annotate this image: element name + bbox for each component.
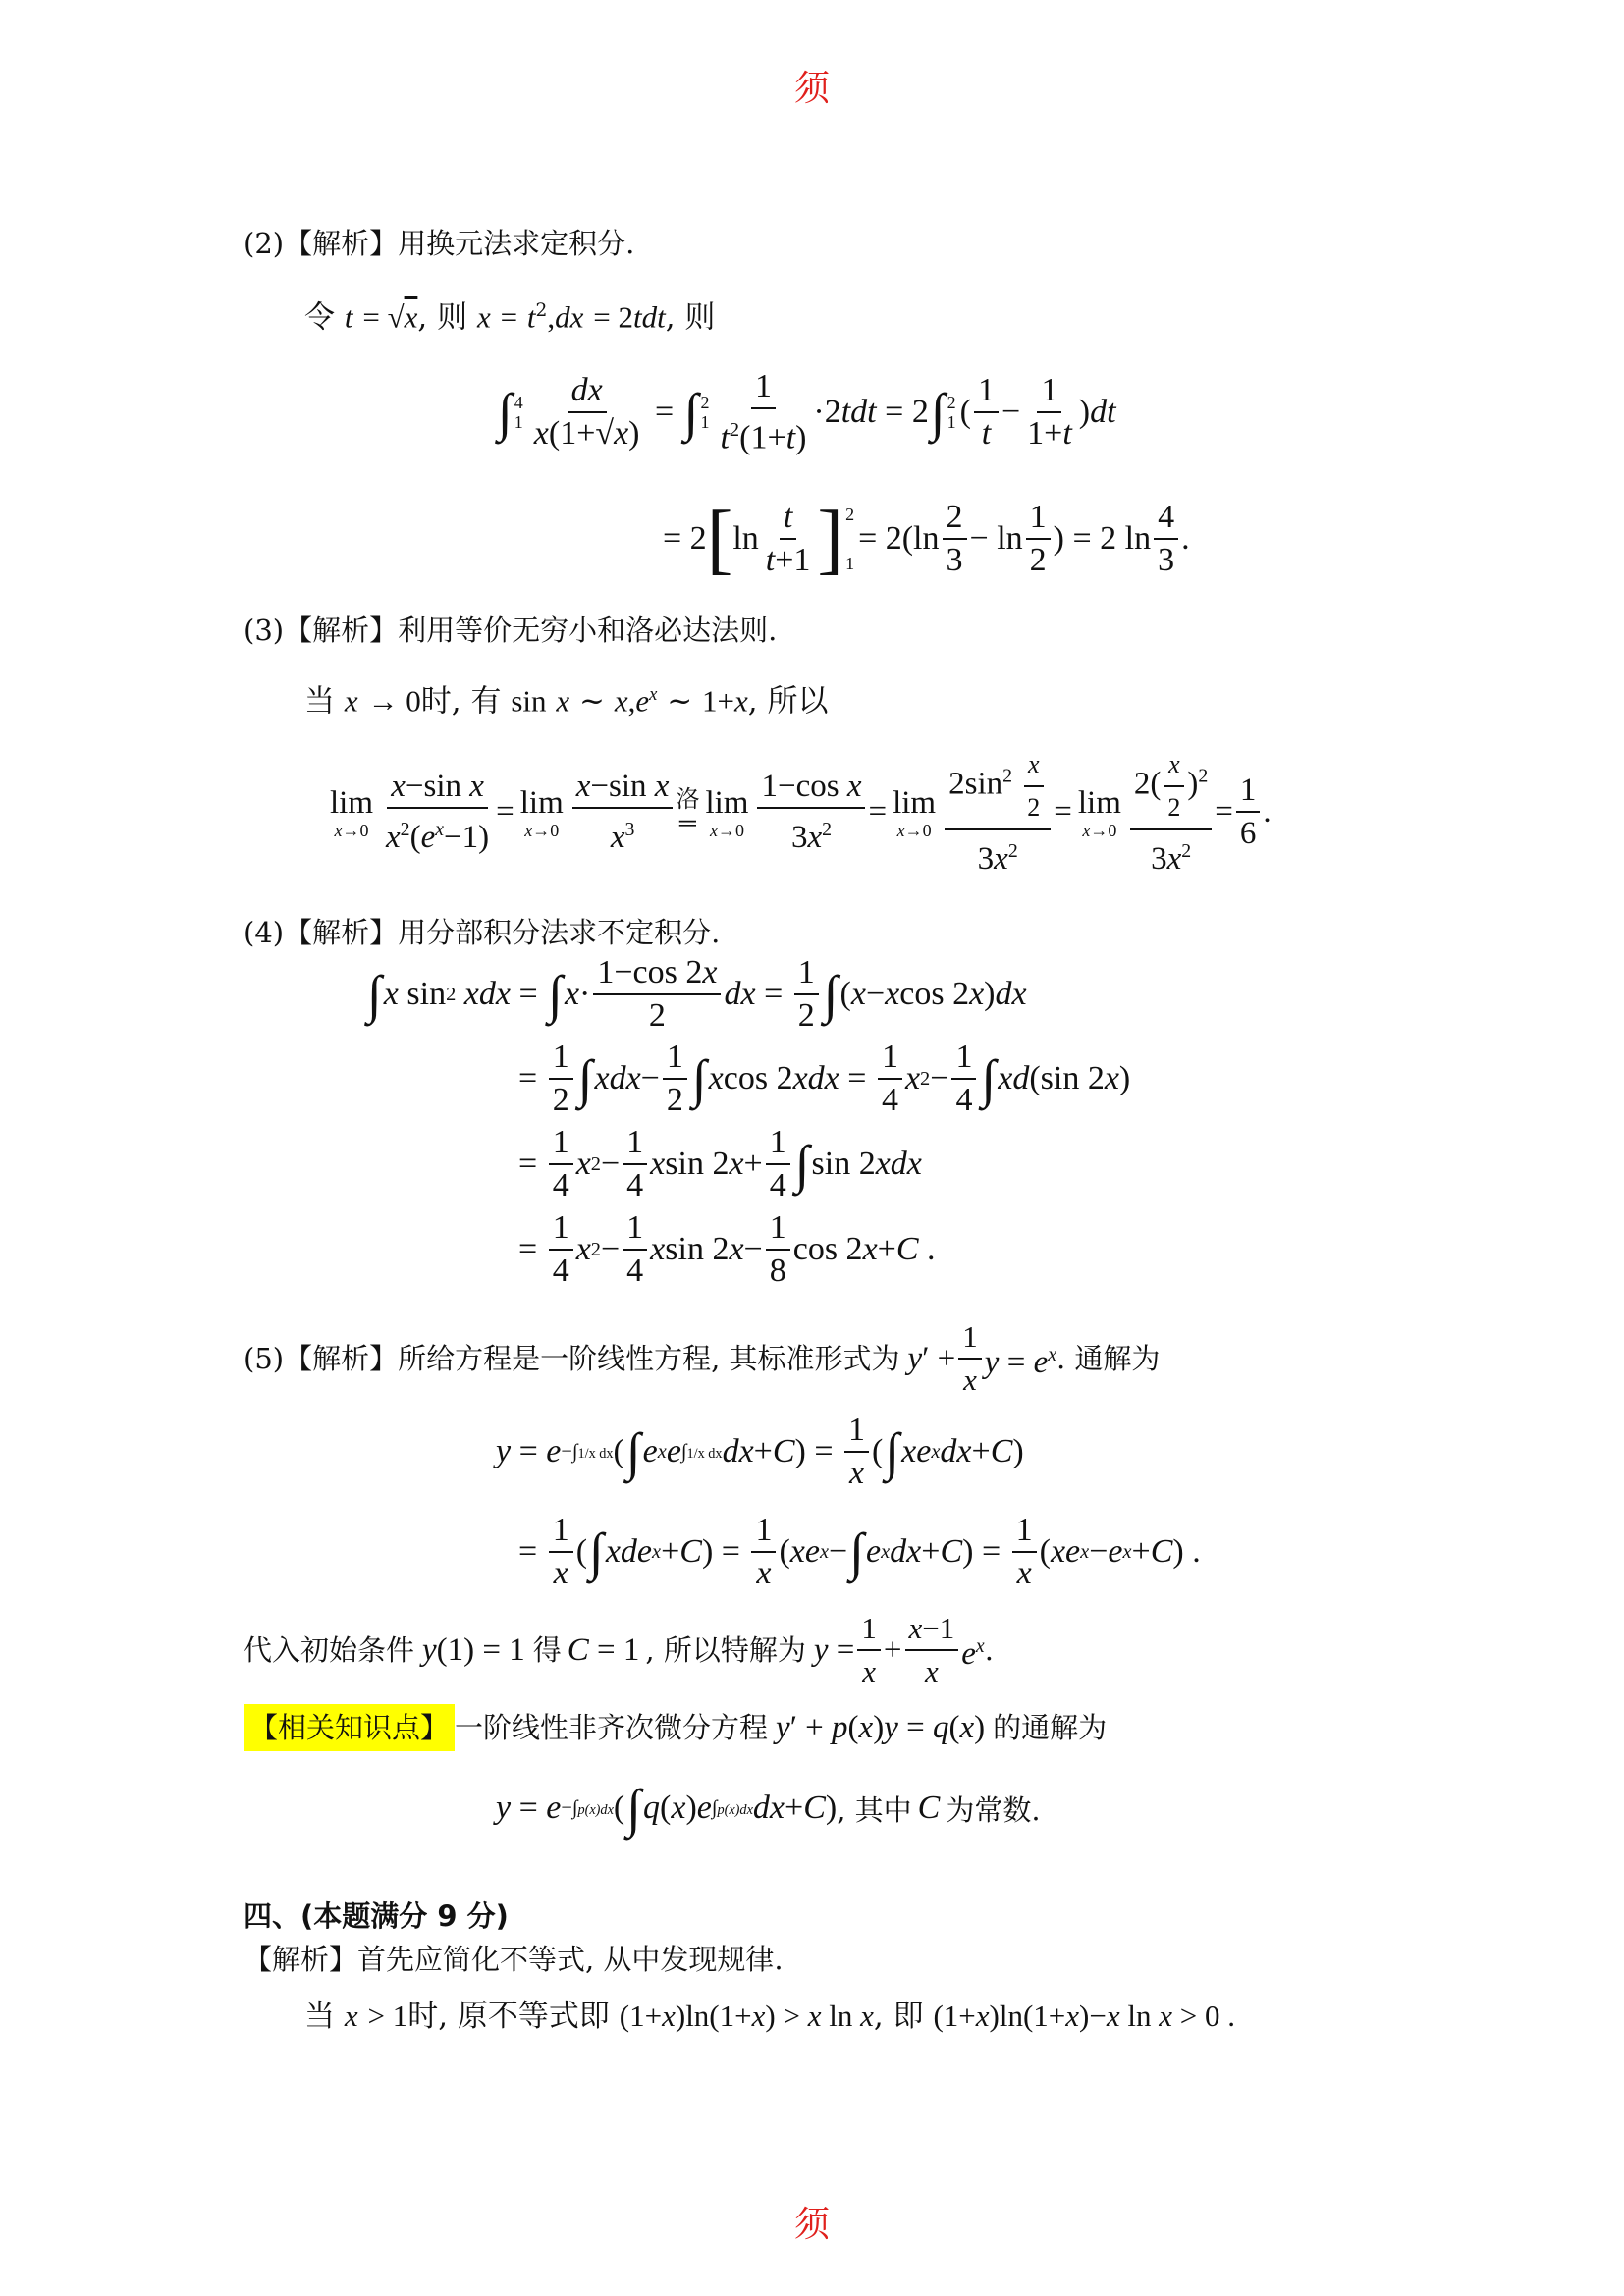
text: , 即	[873, 1999, 924, 2034]
knowledge-point: 【相关知识点】 一阶线性非齐次微分方程 y′ + p(x)y = q(x) 的通解为	[244, 1704, 1107, 1751]
section-5-particular: 代入初始条件 y(1) = 1 得 C = 1 , 所以特解为 y = $\frac{1}{x}$ + $\frac{x-1}{x}$ $e^x$ .	[244, 1611, 994, 1688]
section-2-integral-line2: = 2 [ ln $\frac{t}{t+1}$ ] 2 1 = 2(ln $\frac{2}{3}$ − ln $\frac{1}{2}$ ) = 2 ln $\frac{4}{3}$ .	[663, 496, 1190, 582]
knowledge-formula: y = e −∫p(x)dx ( ∫ q ( x ) e ∫p(x)dx dx + C ) , 其中 C 为常数.	[496, 1779, 1041, 1838]
text: 一阶线性非齐次微分方程	[455, 1711, 769, 1744]
section-5-heading: (5)【解析】所给方程是一阶线性方程, 其标准形式为 y′ + $\frac{1}{x}$ $y = e^x$ . 通解为	[244, 1319, 1161, 1397]
footer-mark: 须	[793, 2205, 830, 2245]
text: 的通解为	[993, 1711, 1108, 1744]
text: 当	[304, 1999, 335, 2034]
text: , 所以特解为	[645, 1633, 806, 1667]
knowledge-tag: 【相关知识点】	[244, 1704, 455, 1751]
section-5-solution-line1: y = e −∫1/x dx ( ∫ e x e ∫1/x dx dx + C ) = $\frac{1}{x}$ ( ∫ xe x dx + C )	[496, 1412, 1024, 1491]
text: , 则	[417, 299, 468, 336]
section-5-solution-line2: = $\frac{1}{x}$ ( ∫ xde x + C ) = $\frac{1}{x}$ ( xe x − ∫ e x dx + C ) = $\frac{1}{x}$ ( xe x − e x + C ) .	[518, 1512, 1201, 1591]
text: 时, 原不等式即	[407, 1999, 610, 2034]
text: 当	[304, 683, 335, 720]
text: , 则	[665, 299, 716, 336]
text: , 所以	[747, 683, 829, 720]
lhopital-label: 洛	[676, 787, 700, 813]
text: , 其中	[837, 1792, 912, 1827]
text: 为常数.	[946, 1792, 1041, 1827]
text: (5)【解析】所给方程是一阶线性方程, 其标准形式为	[244, 1342, 900, 1375]
question-4-line: 当 x > 1时, 原不等式即 (1+x)ln(1+x) > x ln x, 即 (1+x)ln(1+x)−x ln x > 0 .	[304, 1999, 1235, 2034]
section-4-line1: ∫ x sin 2 xdx = ∫ x · $\frac{1-\cos 2x}{2}$ dx = $\frac{1}{2}$ ∫ ( x − x cos 2 x ) dx	[367, 954, 1027, 1034]
text: 令	[304, 299, 335, 336]
section-3-limit: lim x→0 $\frac{\text{x−sin x}}{x^2(e^x-1)}$ = lim x→0 $\frac{\text{x−sin x}}{x^3}$ 洛 ═ lim x→0 $\frac{\text{1−cos x}}{3x^2}$ = lim x→0 $2\sin^2$ $\frac{x}{2}$ $3x^2$ = lim x→0 2( $\frac{x}{2}$ )$^2$ $3x^2$ = $\frac{1}{6}$ .	[324, 746, 1272, 878]
section-2-substitution: 令 t = √x, 则 $x = t^2,dx = 2tdt$, 则	[304, 299, 716, 336]
section-4-line4: = $\frac{1}{4}$ x 2 − $\frac{1}{4}$ x sin 2 x − $\frac{1}{8}$ cos 2 x + C .	[518, 1209, 936, 1289]
header-mark: 须	[793, 69, 830, 109]
section-2-heading: (2)【解析】用换元法求定积分.	[244, 227, 635, 260]
question-4-analysis: 【解析】首先应简化不等式, 从中发现规律.	[244, 1943, 784, 1976]
text: 代入初始条件	[244, 1633, 415, 1667]
section-2-integral-line1: ∫ 4 1 $\frac{dx}{x(1+√x)}$ = ∫ 2 1 $\frac{1}{t^2(1+t)}$ ·2tdt = 2 ∫ 2 1 ( $\frac{1}{t}$ − $\frac{1}{1+t}$ )dt	[498, 368, 1116, 456]
section-3-condition: 当 x → 0时, 有 sin x ~ $x,e^x$ ~ 1+x, 所以	[304, 683, 829, 720]
text: .	[984, 1633, 994, 1667]
section-3-heading: (3)【解析】利用等价无穷小和洛必达法则.	[244, 614, 778, 647]
text: . 通解为	[1056, 1342, 1161, 1375]
text: 时, 有	[420, 683, 502, 720]
text: 得	[532, 1633, 562, 1667]
section-4-line2: = $\frac{1}{2}$ ∫ xdx − $\frac{1}{2}$ ∫ x cos 2 xdx = $\frac{1}{4}$ x 2 − $\frac{1}{4}$ ∫ xd (sin 2 x )	[518, 1039, 1131, 1118]
section-4-heading: (4)【解析】用分部积分法求不定积分.	[244, 916, 721, 949]
question-4-title: 四、(本题满分 9 分)	[244, 1899, 509, 1933]
section-4-line3: = $\frac{1}{4}$ x 2 − $\frac{1}{4}$ x sin 2 x + $\frac{1}{4}$ ∫ sin 2 xdx	[518, 1124, 922, 1203]
